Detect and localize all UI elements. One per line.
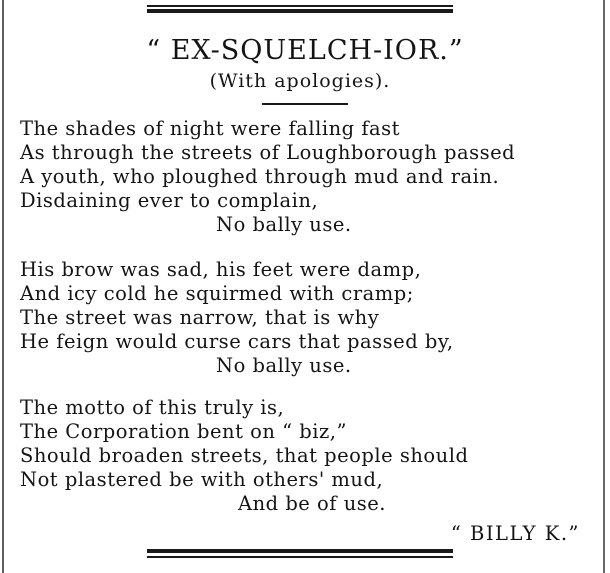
poem-subtitle: (With apologies). [209,70,391,92]
title-divider [262,103,348,105]
top-double-rule [147,5,453,14]
poem-line: The street was narrow, that is why [20,306,380,329]
poem-line: The shades of night were falling fast [20,117,401,140]
column-border-right [603,0,605,573]
poem-line: The motto of this truly is, [20,396,285,419]
bottom-double-rule [147,549,453,558]
poem-line: The Corporation bent on “ biz,” [20,420,347,443]
poem-refrain: And be of use. [238,492,387,515]
stanza-3 [20,396,600,516]
poem-line: A youth, who ploughed through mud and rain. [20,165,500,188]
poem-line: He feign would curse cars that passed by, [20,330,454,353]
poem-line: As through the streets of Loughborough passed [20,141,516,164]
stanza-1 [20,117,600,237]
poem-refrain: No bally use. [216,213,352,236]
poem-line: And icy cold he squirmed with cramp; [20,282,414,305]
poem-line: Not plastered be with others' mud, [20,468,384,491]
poem-line: His brow was sad, his feet were damp, [20,258,422,281]
stanza-2 [20,258,600,378]
poem-line: Should broaden streets, that people should [20,444,469,467]
author-signature: “ BILLY K.” [450,522,580,545]
poem-title: “ EX-SQUELCH-IOR.” [146,35,464,66]
poem-line: Disdaining ever to complain, [20,189,319,212]
poem-refrain: No bally use. [216,354,352,377]
